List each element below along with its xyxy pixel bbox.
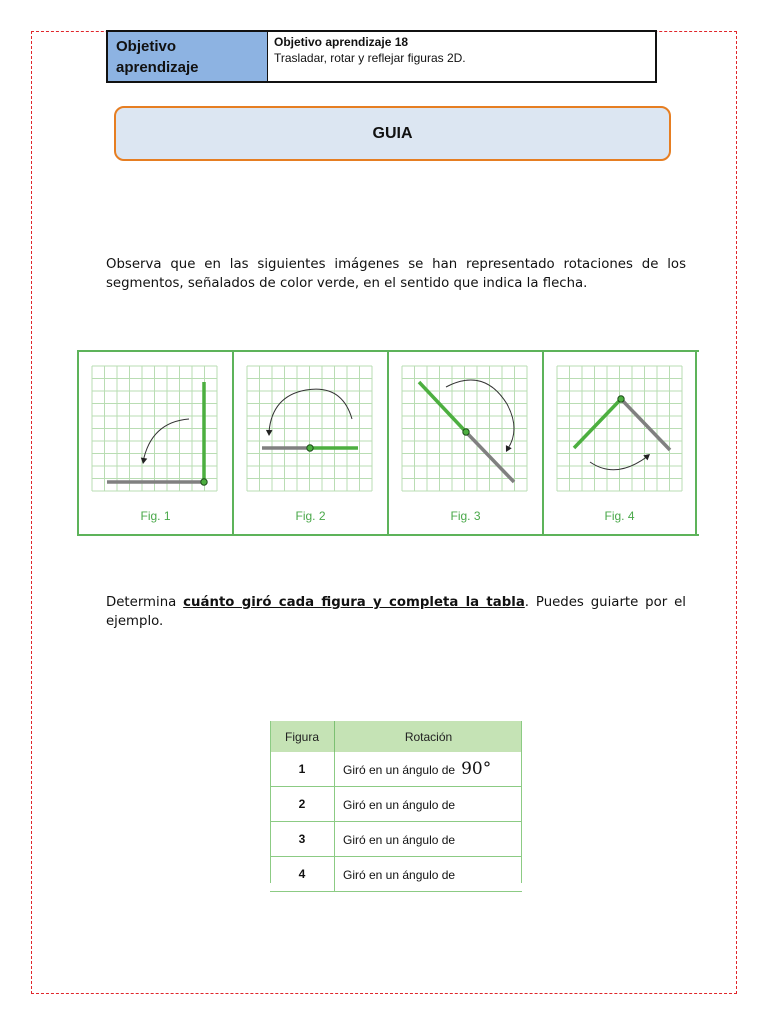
figure-cell-2 <box>232 352 387 534</box>
row-figura: 4 <box>270 857 335 892</box>
grid <box>92 366 217 491</box>
figure-4-drawing <box>544 352 699 512</box>
pivot-point <box>201 479 207 485</box>
figure-label-2: Fig. 2 <box>295 509 326 523</box>
objective-content <box>268 32 655 81</box>
row-figura: 3 <box>270 822 335 857</box>
rotation-arc <box>446 380 514 450</box>
table-row <box>270 857 522 892</box>
grid <box>247 366 372 491</box>
row-text: Giró en un ángulo de <box>343 763 456 777</box>
row-figura: 2 <box>270 787 335 822</box>
guia-title-box <box>114 106 671 161</box>
row-text: Giró en un ángulo de <box>343 868 456 882</box>
figures-strip <box>77 350 699 536</box>
table-row <box>270 787 522 822</box>
guia-title: GUIA <box>372 124 413 142</box>
rotation-table <box>270 721 522 892</box>
row-figura: 1 <box>270 752 335 787</box>
table-header-row <box>270 721 522 752</box>
intro-paragraph: Observa que en las siguientes imágenes se han representado rotaciones de los segmentos, señalados de color verde, en el sentido que indica la flecha. <box>106 257 686 291</box>
figure-cell-3 <box>387 352 542 534</box>
objective-title: Objetivo aprendizaje 18 <box>274 35 409 49</box>
row-rotation-cell[interactable] <box>335 857 523 892</box>
instruction-before: Determina <box>106 595 184 610</box>
row-rotation-cell[interactable] <box>335 752 523 787</box>
figure-label-3: Fig. 3 <box>450 509 481 523</box>
objective-table <box>106 30 657 83</box>
table-row <box>270 752 522 787</box>
green-segment <box>419 382 466 432</box>
figure-cell-1 <box>77 352 232 534</box>
gray-segment <box>621 399 670 450</box>
header-rotacion: Rotación <box>335 721 523 752</box>
figure-label-4: Fig. 4 <box>604 509 635 523</box>
figure-1-drawing <box>79 352 234 512</box>
row-text: Giró en un ángulo de <box>343 798 456 812</box>
figure-cell-4 <box>542 352 697 534</box>
figure-label-1: Fig. 1 <box>140 509 171 523</box>
figure-3-drawing <box>389 352 544 512</box>
rotation-arc <box>269 389 352 432</box>
header-figura: Figura <box>270 721 335 752</box>
grid <box>557 366 682 491</box>
objective-text: Trasladar, rotar y reflejar figuras 2D. <box>274 51 466 65</box>
row-rotation-cell[interactable] <box>335 787 523 822</box>
row-rotation-cell[interactable] <box>335 822 523 857</box>
pivot-point <box>618 396 624 402</box>
pivot-point <box>463 429 469 435</box>
instruction-emphasis: cuánto giró cada figura y completa la tabla <box>183 595 525 610</box>
row-answer: 90° <box>461 759 492 779</box>
row-text: Giró en un ángulo de <box>343 833 456 847</box>
table-row <box>270 822 522 857</box>
instruction-after: . Puedes guiarte por el ejemplo. <box>106 595 686 629</box>
objective-label: Objetivo aprendizaje <box>108 32 268 81</box>
pivot-point <box>307 445 313 451</box>
figure-2-drawing <box>234 352 389 512</box>
instruction-paragraph <box>106 593 686 631</box>
